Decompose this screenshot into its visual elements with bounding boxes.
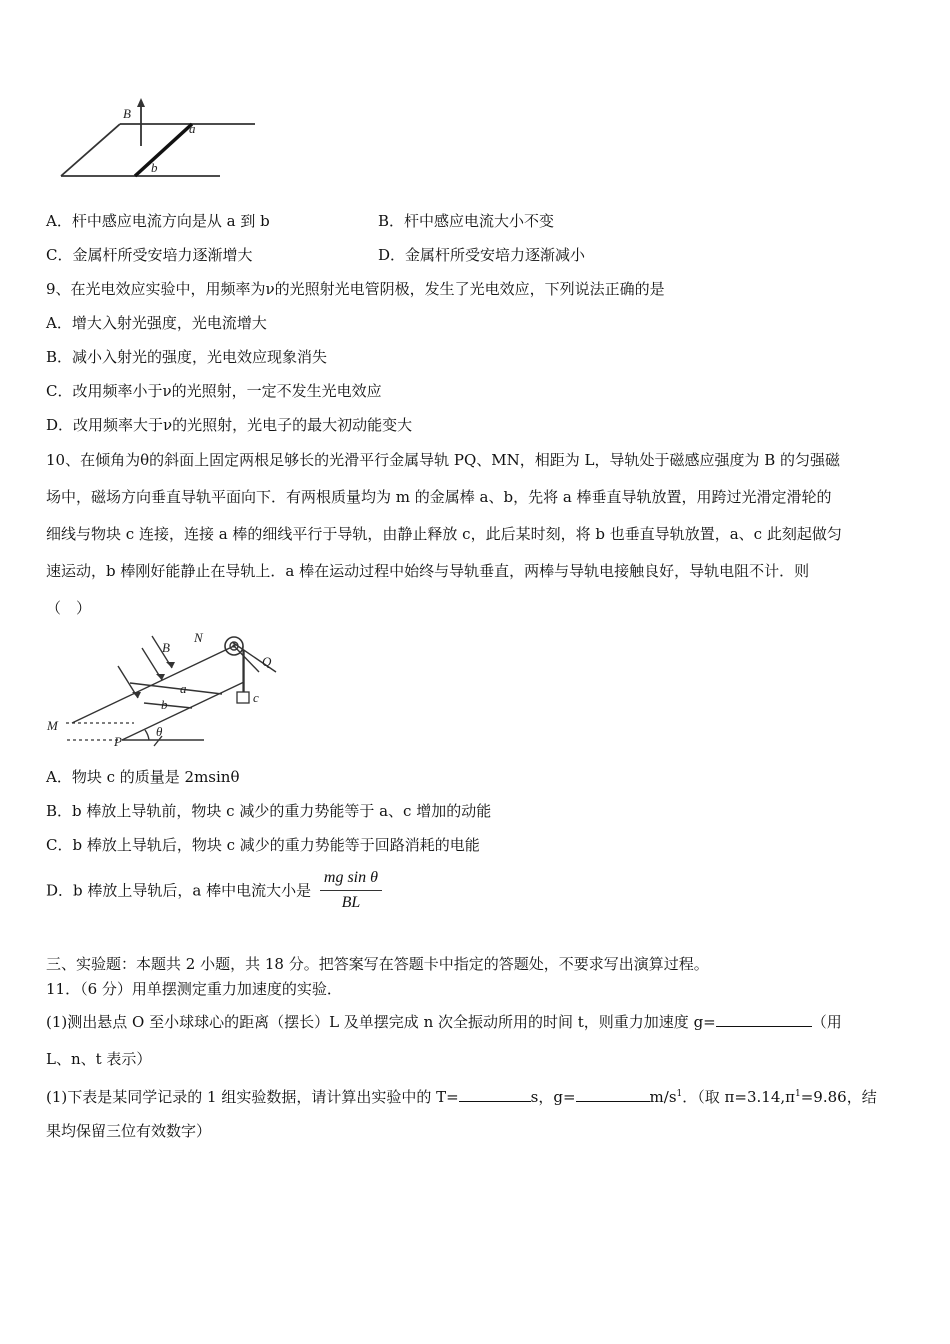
fig10-label-b: b [161,697,168,712]
q11-part2-sup: 1 [676,1089,683,1099]
fig8-label-a: a [189,121,196,136]
fig10-label-a: a [180,681,187,696]
q11-part2-sup2: 1 [795,1089,801,1099]
q9-stem: 9、在光电效应实验中，用频率为ν的光照射光电管阴极，发生了光电效应，下列说法正确的是 [46,280,665,298]
q10-option-b: B．b 棒放上导轨前，物块 c 减少的重力势能等于 a、c 增加的动能 [46,802,492,820]
fig10-label-N: N [194,630,203,645]
q10-stem-line-1: 10、在倾角为θ的斜面上固定两根足够长的光滑平行金属导轨 PQ、MN，相距为 L，导轨处于磁感应强度为 B 的匀强磁 [46,451,841,469]
q11-part2-end: =9.86，结 [800,1088,877,1106]
fraction-denominator: BL [341,894,361,911]
q10-option-c: C．b 棒放上导轨后，物块 c 减少的重力势能等于回路消耗的电能 [46,836,480,854]
fig8-label-b: b [151,160,158,175]
q11-part1-text: (1)测出悬点 O 至小球球心的距离（摆长）L 及单摆完成 n 次全振动所用的时间 t，则重力加速度 g= [46,1013,716,1031]
q11-part1-suffix: （用 [811,1013,842,1031]
fraction-numerator: mg sin θ [320,868,382,891]
q10-stem-line-3: 细线与物块 c 连接，连接 a 棒的细线平行于导轨，由静止释放 c，此后某时刻，将 b 也垂直导轨放置，a、c 此刻起做匀 [46,525,842,543]
q10-stem-line-4: 速运动，b 棒刚好能静止在导轨上．a 棒在运动过程中始终与导轨垂直，两棒与导轨电接触良好，导轨电阻不计．则 [46,562,810,580]
figure-rail-rod [55,96,265,186]
fig10-label-P: P [114,734,122,749]
q11-part2-text: (1)下表是某同学记录的 1 组实验数据，请计算出实验中的 T= [46,1088,459,1106]
answer-blank-T[interactable] [459,1087,531,1102]
section-3-heading: 三、实验题：本题共 2 小题，共 18 分。把答案写在答题卡中指定的答题处，不要求写出演算过程。 [46,955,709,973]
q8-option-a: A．杆中感应电流方向是从 a 到 b [46,212,270,230]
q11-part2-unit-s: s，g= [530,1088,576,1106]
q8-option-d: D．金属杆所受安培力逐渐减小 [378,246,586,264]
q10-stem-line-2: 场中，磁场方向垂直导轨平面向下．有两根质量均为 m 的金属棒 a、b，先将 a 棒垂直导轨放置，用跨过光滑定滑轮的 [46,488,832,506]
q9-option-a: A．增大入射光强度，光电流增大 [46,314,267,332]
q8-option-b: B．杆中感应电流大小不变 [378,212,555,230]
q10-paren: （ ） [46,599,92,617]
fig10-label-c: c [253,690,259,705]
q10-option-a: A．物块 c 的质量是 2msinθ [46,768,240,786]
q8-option-c: C．金属杆所受安培力逐渐增大 [46,246,253,264]
fig10-label-theta: θ [156,724,163,739]
answer-blank-g2[interactable] [576,1087,650,1102]
fig8-label-B: B [123,106,131,121]
fig10-label-B: B [162,640,170,655]
q11-stem: 11．（6 分）用单摆测定重力加速度的实验． [46,980,342,998]
q11-part1-line2: L、n、t 表示） [46,1050,152,1068]
current-fraction [320,868,382,913]
q11-part2-pi: ．（取 π=3.14,π [682,1088,795,1106]
q9-option-b: B．减小入射光的强度，光电效应现象消失 [46,348,328,366]
q9-option-d: D．改用频率大于ν的光照射，光电子的最大初动能变大 [46,416,413,434]
q9-option-c: C．改用频率小于ν的光照射，一定不发生光电效应 [46,382,382,400]
figure-incline-rails [44,628,294,750]
q11-part2-line2: 果均保留三位有效数字） [46,1122,212,1140]
fig10-label-M: M [47,718,58,733]
q10-option-d [46,868,382,913]
q11-part2-unit: m/s [649,1088,677,1106]
q11-part1-line [46,1012,842,1032]
fig10-label-Q: Q [262,654,272,669]
q11-part2-line [46,1084,877,1107]
answer-blank-g[interactable] [716,1012,812,1027]
q10-option-d-text: D．b 棒放上导轨后，a 棒中电流大小是 [46,881,312,900]
